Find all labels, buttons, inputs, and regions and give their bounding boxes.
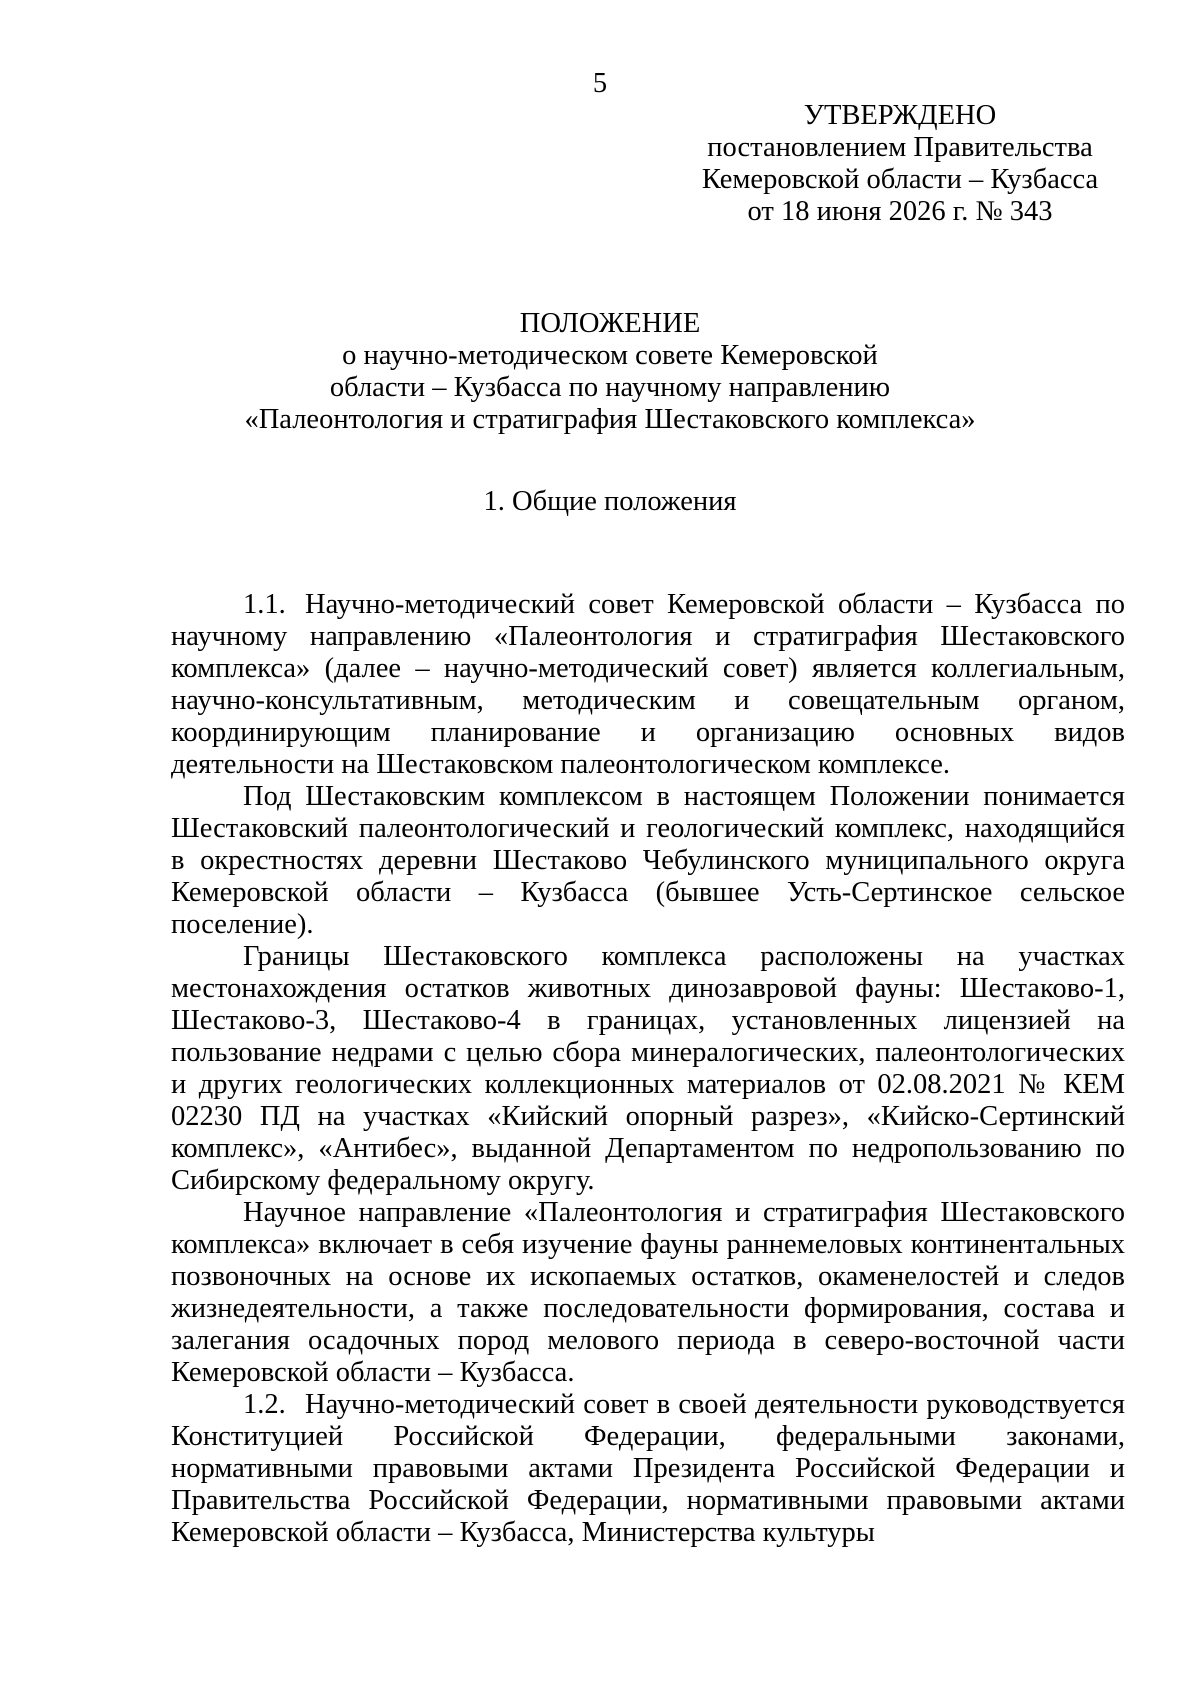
- document-subtitle-line-3: «Палеонтология и стратиграфия Шестаковского комплекса»: [244, 404, 976, 435]
- approval-line-3: от 18 июня 2026 г. № 343: [747, 196, 1053, 227]
- paragraph-complex-definition: [171, 781, 1125, 941]
- page-number: 5: [592, 68, 608, 99]
- section-title: 1. Общие положения: [483, 486, 737, 517]
- approval-line-2: Кемеровской области – Кузбасса: [701, 164, 1099, 195]
- document-title: ПОЛОЖЕНИЕ: [519, 308, 701, 339]
- paragraph-complex-boundaries: [171, 941, 1125, 1197]
- clause-number: 1.1.: [243, 589, 286, 620]
- approval-line-1: постановлением Правительства: [707, 132, 1093, 163]
- document-heading: [160, 308, 1060, 436]
- paragraph-text: Научное направление «Палеонтология и стратиграфия Шестаковского комплекса» включает в себя изучение фауны раннемеловых континентальных позвоночных на основе их ископаемых остатков, окаменелостей и следов жизнедеятельности, а также последовательности формирования, состава и залегания осадочных пород мелового периода в северо-восточной части Кемеровской области – Кузбасса.: [171, 1197, 1125, 1388]
- approval-status: УТВЕРЖДЕНО: [803, 100, 997, 131]
- document-subtitle-line-2: области – Кузбасса по научному направлению: [329, 372, 891, 403]
- paragraph-text: Научно-методический совет в своей деятельности руководствуется Конституцией Российской Федерации, федеральными законами, нормативными правовыми актами Президента Российской Федерации и Правительства Российской Федерации, нормативными правовыми актами Кемеровской области – Кузбасса, Министерства культуры: [171, 1389, 1125, 1548]
- paragraph-text: Научно-методический совет Кемеровской области – Кузбасса по научному направлению «Палеонтология и стратиграфия Шестаковского комплекса» (далее – научно-методический совет) является коллегиальным, научно-консультативным, методическим и совещательным органом, координирующим планирование и организацию основных видов деятельности на Шестаковском палеонтологическом комплексе.: [171, 589, 1125, 780]
- approval-block: [690, 100, 1110, 228]
- paragraph-scientific-direction: [171, 1197, 1125, 1389]
- paragraph-text: Границы Шестаковского комплекса расположены на участках местонахождения остатков животных динозавровой фауны: Шестаково-1, Шестаково-3, Шестаково-4 в границах, установленных лицензией на пользование недрами с целью сбора минералогических, палеонтологических и других геологических коллекционных материалов от 02.08.2021 № КЕМ 02230 ПД на участках «Кийский опорный разрез», «Кийско-Сертинский комплекс», «Антибес», выданной Департаментом по недропользованию по Сибирскому федеральному округу.: [171, 941, 1125, 1196]
- document-subtitle-line-1: о научно-методическом совете Кемеровской: [342, 340, 878, 371]
- clause-number: 1.2.: [243, 1389, 286, 1420]
- section-body: [171, 589, 1125, 1549]
- paragraph-1-1: [171, 589, 1125, 781]
- paragraph-text: Под Шестаковским комплексом в настоящем Положении понимается Шестаковский палеонтологический и геологический комплекс, находящийся в окрестностях деревни Шестаково Чебулинского муниципального округа Кемеровской области – Кузбасса (бывшее Усть-Сертинское сельское поселение).: [171, 781, 1125, 940]
- paragraph-1-2: [171, 1389, 1125, 1549]
